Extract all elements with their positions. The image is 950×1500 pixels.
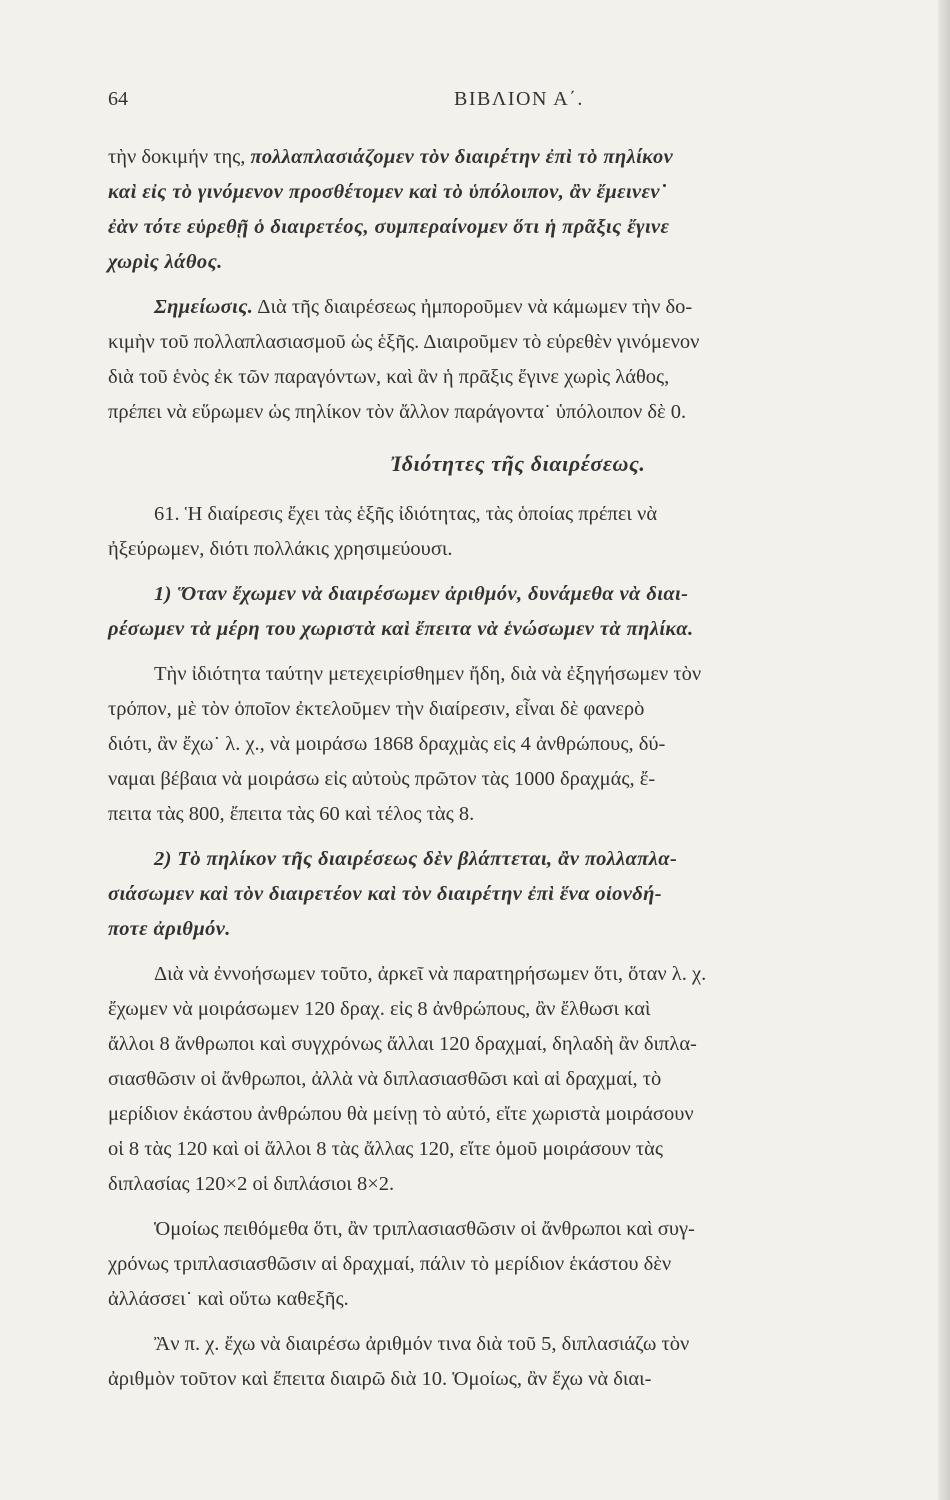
text-line: ποτε ἀριθμόν. xyxy=(108,918,231,940)
text-line: Τὴν ἰδιότητα ταύτην μετεχειρίσθημεν ἤδη, διὰ νὰ ἐξηγήσωμεν τὸν xyxy=(154,663,702,685)
text-line: 1) Ὅταν ἔχωμεν νὰ διαιρέσωμεν ἀριθμόν, δυνάμεθα νὰ διαι- xyxy=(154,583,689,605)
text-line: ἀριθμὸν τοῦτον καὶ ἔπειτα διαιρῶ διὰ 10. Ὁμοίως, ἂν ἔχω νὰ διαι- xyxy=(108,1368,652,1390)
text-line: 2) Τὸ πηλίκον τῆς διαιρέσεως δὲν βλάπτεται, ἂν πολλαπλα- xyxy=(154,848,678,870)
text-line: διότι, ἂν ἔχω˙ λ. χ., νὰ μοιράσω 1868 δραχμὰς εἰς 4 ἀνθρώπους, δύ- xyxy=(108,733,666,755)
text-line: διὰ τοῦ ἑνὸς ἐκ τῶν παραγόντων, καὶ ἂν ἡ πρᾶξις ἔγινε χωρὶς λάθος, xyxy=(108,366,670,388)
text-line: χρόνως τριπλασιασθῶσιν αἱ δραχμαί, πάλιν τὸ μερίδιον ἑκάστου δὲν xyxy=(108,1253,672,1275)
text-line: ἔχωμεν νὰ μοιράσωμεν 120 δραχ. εἰς 8 ἀνθρώπους, ἂν ἔλθωσι καὶ xyxy=(108,998,651,1020)
text-line: σιασθῶσιν οἱ ἄνθρωποι, ἀλλὰ νὰ διπλασιασθῶσι καὶ αἱ δραχμαί, τὸ xyxy=(108,1068,662,1090)
text-line: Σημείωσις. Διὰ τῆς διαιρέσεως ἠμποροῦμεν νὰ κάμωμεν τὴν δο- xyxy=(154,296,693,318)
text-line: πειτα τὰς 800, ἔπειτα τὰς 60 καὶ τέλος τὰς 8. xyxy=(108,803,475,825)
text-line: καὶ εἰς τὸ γινόμενον προσθέτομεν καὶ τὸ ὑπόλοιπον, ἂν ἔμεινεν˙ xyxy=(108,181,668,203)
text-line: χωρὶς λάθος. xyxy=(108,251,223,273)
paragraph-example xyxy=(108,1327,928,1397)
text-line: τρόπον, μὲ τὸν ὁποῖον ἐκτελοῦμεν τὴν διαίρεσιν, εἶναι δὲ φανερὸ xyxy=(108,698,645,720)
text-line: Ὁμοίως πειθόμεθα ὅτι, ἂν τριπλασιασθῶσιν οἱ ἄνθρωποι καὶ συγ- xyxy=(154,1218,695,1240)
running-title: ΒΙΒΛΙΟΝ Α΄. xyxy=(454,88,584,110)
page-number: 64 xyxy=(108,88,128,110)
text-line: ναμαι βέβαια νὰ μοιράσω εἰς αὐτοὺς πρῶτον τὰς 1000 δραχμάς, ἔ- xyxy=(108,768,656,790)
text-line: ρέσωμεν τὰ μέρη του χωριστὰ καὶ ἔπειτα νὰ ἑνώσωμεν τὰ πηλίκα. xyxy=(108,618,694,640)
paragraph-triple xyxy=(108,1212,928,1317)
text-line: διπλασίας 120×2 οἱ διπλάσιοι 8×2. xyxy=(108,1173,395,1195)
text-line: ἄλλοι 8 ἄνθρωποι καὶ συγχρόνως ἄλλαι 120 δραχμαί, δηλαδὴ ἂν διπλα- xyxy=(108,1033,697,1055)
paragraph-61 xyxy=(108,497,928,567)
text-line: μερίδιον ἑκάστου ἀνθρώπου θὰ μείνῃ τὸ αὐτό, εἴτε χωριστὰ μοιράσουν xyxy=(108,1103,694,1125)
paragraph-check-division xyxy=(108,140,928,280)
page-edge-shadow xyxy=(938,0,950,1500)
section-heading: Ἰδιότητες τῆς διαιρέσεως. xyxy=(390,451,646,476)
text-line: ἠξεύρωμεν, διότι πολλάκις χρησιμεύουσι. xyxy=(108,538,453,560)
text-line: τὴν δοκιμήν της, πολλαπλασιάζομεν τὸν διαιρέτην ἐπὶ τὸ πηλίκον xyxy=(108,146,674,168)
text-line: σιάσωμεν καὶ τὸν διαιρετέον καὶ τὸν διαιρέτην ἐπὶ ἕνα οἱονδή- xyxy=(108,883,663,905)
text-line: ἐὰν τότε εὑρεθῇ ὁ διαιρετέος, συμπεραίνομεν ὅτι ἡ πρᾶξις ἔγινε xyxy=(108,216,670,238)
text-line: πρέπει νὰ εὕρωμεν ὡς πηλίκον τὸν ἄλλον παράγοντα˙ ὑπόλοιπον δὲ 0. xyxy=(108,401,687,423)
property-2 xyxy=(108,842,928,947)
paragraph-property-2-explanation xyxy=(108,957,928,1202)
note-label: Σημείωσις. xyxy=(154,296,254,318)
text-line: οἱ 8 τὰς 120 καὶ οἱ ἄλλοι 8 τὰς ἄλλας 120, εἴτε ὁμοῦ μοιράσουν τὰς xyxy=(108,1138,664,1160)
text-line: Διὰ νὰ ἐννοήσωμεν τοῦτο, ἀρκεῖ νὰ παρατηρήσωμεν ὅτι, ὅταν λ. χ. xyxy=(154,963,707,985)
property-1 xyxy=(108,577,928,647)
text-line: 61. Ἡ διαίρεσις ἔχει τὰς ἑξῆς ἰδιότητας, τὰς ὁποίας πρέπει νὰ xyxy=(154,503,658,525)
paragraph-note xyxy=(108,290,928,430)
paragraph-property-1-explanation xyxy=(108,657,928,832)
text-line: κιμὴν τοῦ πολλαπλασιασμοῦ ὡς ἑξῆς. Διαιροῦμεν τὸ εὑρεθὲν γινόμενον xyxy=(108,331,700,353)
text-line: ἀλλάσσει˙ καὶ οὕτω καθεξῆς. xyxy=(108,1288,349,1310)
page-body xyxy=(108,140,928,1397)
page-header xyxy=(108,88,910,118)
text-line: Ἂν π. χ. ἔχω νὰ διαιρέσω ἀριθμόν τινα διὰ τοῦ 5, διπλασιάζω τὸν xyxy=(154,1333,690,1355)
